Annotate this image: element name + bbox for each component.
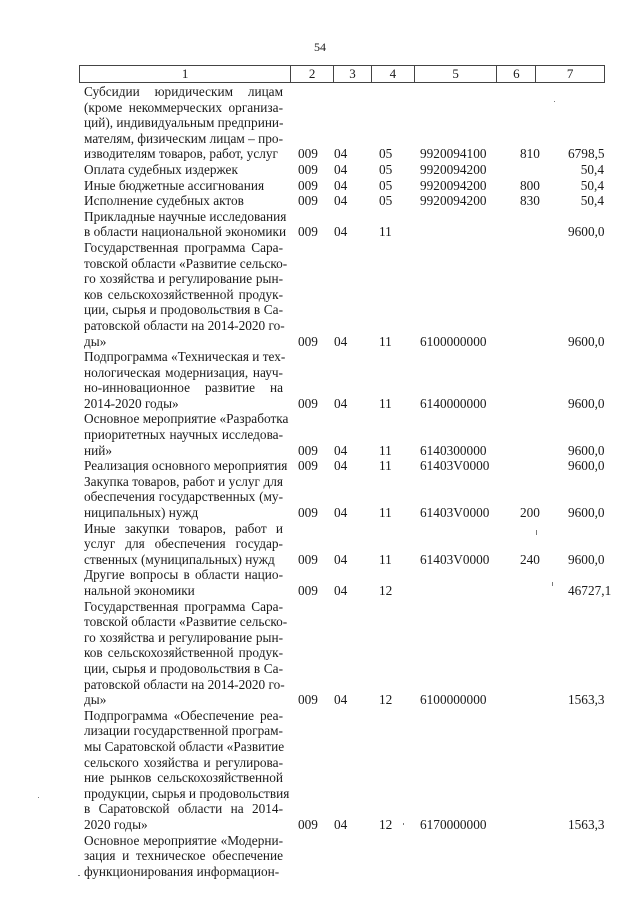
table-row (84, 599, 604, 708)
target-article-code: 9920094100 (420, 146, 487, 162)
description-line: Иные бюджетные ассигнования (84, 177, 265, 193)
amount: 1563,3 (568, 692, 605, 708)
description-line: ций), индивидуальным предприни- (84, 115, 284, 131)
description-line: Основное мероприятие «Модерни- (84, 832, 283, 848)
description-line: нологическая модернизация, науч- (84, 364, 283, 380)
description-line: го хозяйства и регулирование рын- (84, 629, 283, 645)
section-code: 04 (334, 442, 348, 458)
subsection-code: 11 (379, 395, 392, 411)
row-description (84, 84, 283, 162)
ministry-code: 009 (298, 177, 318, 193)
description-line: Другие вопросы в области нацио- (84, 567, 283, 583)
description-line: лизации государственной програм- (84, 723, 283, 739)
target-article-code: 6140300000 (420, 442, 487, 458)
expense-type-code: 200 (520, 505, 540, 521)
description-line: товской области «Развитие сельско- (84, 255, 288, 271)
column-header-2: 2 (291, 66, 334, 82)
amount: 46727,1 (568, 583, 612, 598)
section-code: 04 (334, 146, 348, 162)
target-article-code: 9920094200 (420, 193, 487, 209)
column-header-3: 3 (334, 66, 372, 82)
ministry-code: 009 (298, 146, 318, 162)
description-line: 2014-2020 годы» (84, 395, 179, 411)
amount: 9600,0 (568, 395, 605, 411)
amount: 9600,0 (568, 224, 605, 240)
row-description (84, 833, 283, 880)
row-description (84, 178, 283, 194)
subsection-code: 12 (379, 583, 393, 598)
description-line: услуг для обеспечения государ- (84, 536, 283, 552)
description-line: зация и техническое обеспечение (84, 848, 283, 864)
row-description (84, 598, 288, 708)
table-body (84, 84, 612, 879)
description-line: (кроме некоммерческих организа- (84, 99, 283, 115)
amount: 9600,0 (568, 505, 605, 521)
table-row (84, 474, 604, 521)
ministry-code: 009 (298, 193, 318, 209)
amount: 6798,5 (568, 146, 605, 162)
target-article-code: 6100000000 (420, 333, 487, 349)
ministry-code: 009 (298, 458, 318, 474)
table-row (84, 411, 604, 458)
description-line: функционирования информацион- (84, 863, 280, 879)
description-line: Исполнение судебных актов (84, 193, 244, 209)
scan-speck (554, 101, 555, 102)
description-line: обеспечения государственных (му- (84, 489, 283, 505)
target-article-code: 61403V0000 (420, 551, 490, 567)
subsection-code: 05 (379, 161, 393, 177)
page-number: 54 (314, 40, 326, 54)
description-line: в области национальной экономики (84, 224, 287, 240)
column-header-5: 5 (415, 66, 498, 82)
subsection-code: 11 (379, 224, 392, 240)
amount: 9600,0 (568, 458, 605, 474)
description-line: ратовской области на 2014-2020 го- (84, 676, 285, 692)
target-article-code: 61403V0000 (420, 458, 490, 474)
table-row (84, 521, 604, 568)
amount: 9600,0 (568, 442, 605, 458)
description-line: ние рынков сельскохозяйственной (84, 770, 283, 786)
section-code: 04 (334, 458, 348, 474)
section-code: 04 (334, 816, 348, 832)
ministry-code: 009 (298, 816, 318, 832)
table-row (84, 162, 604, 178)
section-code: 04 (334, 333, 348, 349)
description-line: но-инновационное развитие на (84, 380, 283, 396)
description-line: го хозяйства и регулирование рын- (84, 271, 283, 287)
table-header-row (79, 65, 605, 83)
description-line: ниципальных) нужд (84, 505, 199, 521)
description-line: Субсидии юридическим лицам (84, 84, 283, 99)
ministry-code: 009 (298, 583, 318, 598)
description-line: ции, сырья и продовольствия в Са- (84, 660, 283, 676)
ministry-code: 009 (298, 692, 318, 708)
ministry-code: 009 (298, 333, 318, 349)
expense-type-code: 240 (520, 551, 540, 567)
description-line: ственных (муниципальных) нужд (84, 551, 275, 567)
table-row (84, 178, 604, 194)
expense-type-code: 810 (520, 146, 540, 162)
description-line: нальной экономики (84, 583, 195, 598)
ministry-code: 009 (298, 161, 318, 177)
ministry-code: 009 (298, 442, 318, 458)
amount: 9600,0 (568, 333, 605, 349)
description-line: товской области «Развитие сельско- (84, 614, 288, 630)
scan-speck (38, 797, 39, 798)
row-description (84, 474, 283, 521)
table-row (84, 349, 604, 411)
description-line: Основное мероприятие «Разработка (84, 411, 289, 427)
description-line: ции, сырья и продовольствия в Са- (84, 302, 283, 318)
column-header-1: 1 (80, 66, 291, 82)
subsection-code: 11 (379, 458, 392, 474)
description-line: мы Саратовской области «Развитие (84, 738, 285, 754)
row-description (84, 411, 289, 458)
description-line: мателям, физическим лицам – про- (84, 130, 283, 146)
section-code: 04 (334, 505, 348, 521)
table-row (84, 458, 604, 474)
scan-speck (403, 823, 404, 825)
description-line: в Саратовской области на 2014- (84, 801, 283, 817)
target-article-code: 6100000000 (420, 692, 487, 708)
amount: 1563,3 (568, 816, 605, 832)
description-line: сельского хозяйства и регулирова- (84, 754, 283, 770)
table-row (84, 240, 604, 349)
amount: 50,4 (580, 161, 604, 177)
description-line: Подпрограмма «Техническая и тех- (84, 349, 286, 365)
section-code: 04 (334, 692, 348, 708)
description-line: Закупка товаров, работ и услуг для (84, 473, 283, 489)
row-description (84, 193, 283, 209)
subsection-code: 11 (379, 551, 392, 567)
expense-type-code: 830 (520, 193, 540, 209)
section-code: 04 (334, 177, 348, 193)
ministry-code: 009 (298, 395, 318, 411)
table-row (84, 84, 604, 162)
table-row (84, 193, 604, 209)
row-description (84, 567, 283, 598)
section-code: 04 (334, 583, 348, 598)
description-line: ний» (84, 442, 112, 458)
table-row (84, 567, 612, 598)
description-line: ков сельскохозяйственной продук- (84, 286, 283, 302)
column-header-4: 4 (372, 66, 415, 82)
section-code: 04 (334, 395, 348, 411)
target-article-code: 6170000000 (420, 816, 487, 832)
ministry-code: 009 (298, 505, 318, 521)
table-row (84, 833, 604, 880)
description-line: ков сельскохозяйственной продук- (84, 645, 283, 661)
column-header-7: 7 (566, 66, 574, 81)
section-code: 04 (334, 161, 348, 177)
row-description (84, 521, 283, 568)
description-line: ратовской области на 2014-2020 го- (84, 317, 285, 333)
subsection-code: 05 (379, 177, 393, 193)
row-description (84, 239, 288, 349)
section-code: 04 (334, 551, 348, 567)
description-line: Оплата судебных издержек (84, 161, 238, 177)
subsection-code: 12 (379, 816, 393, 832)
subsection-code: 05 (379, 146, 393, 162)
target-article-code: 9920094200 (420, 161, 487, 177)
amount: 50,4 (580, 193, 604, 209)
column-header-6: 6 (497, 66, 536, 82)
subsection-code: 11 (379, 505, 392, 521)
subsection-code: 11 (379, 442, 392, 458)
ministry-code: 009 (298, 224, 318, 240)
scan-speck (536, 530, 537, 535)
target-article-code: 61403V0000 (420, 505, 490, 521)
target-article-code: 6140000000 (420, 395, 487, 411)
scan-speck (552, 582, 553, 586)
description-line: Государственная программа Сара- (84, 598, 283, 614)
description-line: Прикладные научные исследования (84, 208, 287, 224)
ministry-code: 009 (298, 551, 318, 567)
description-line: изводителям товаров, работ, услуг (84, 146, 278, 162)
amount: 50,4 (580, 177, 604, 193)
target-article-code: 9920094200 (420, 177, 487, 193)
table-row (84, 708, 604, 833)
row-description (84, 458, 288, 474)
row-description (84, 208, 287, 240)
subsection-code: 12 (379, 692, 393, 708)
description-line: ды» (84, 333, 107, 349)
row-description (84, 707, 290, 833)
description-line: Иные закупки товаров, работ и (84, 520, 283, 536)
table-row (84, 209, 604, 240)
subsection-code: 05 (379, 193, 393, 209)
section-code: 04 (334, 224, 348, 240)
description-line: Реализация основного мероприятия (84, 458, 288, 474)
row-description (84, 162, 283, 178)
description-line: ды» (84, 692, 107, 708)
description-line: приоритетных научных исследова- (84, 427, 283, 443)
subsection-code: 11 (379, 333, 392, 349)
description-line: Подпрограмма «Обеспечение реа- (84, 707, 283, 723)
description-line: Государственная программа Сара- (84, 239, 283, 255)
section-code: 04 (334, 193, 348, 209)
description-line: продукции, сырья и продовольствия (84, 785, 290, 801)
expense-type-code: 800 (520, 177, 540, 193)
description-line: 2020 годы» (84, 816, 148, 832)
scan-speck (78, 875, 80, 876)
amount: 9600,0 (568, 551, 605, 567)
row-description (84, 349, 286, 411)
